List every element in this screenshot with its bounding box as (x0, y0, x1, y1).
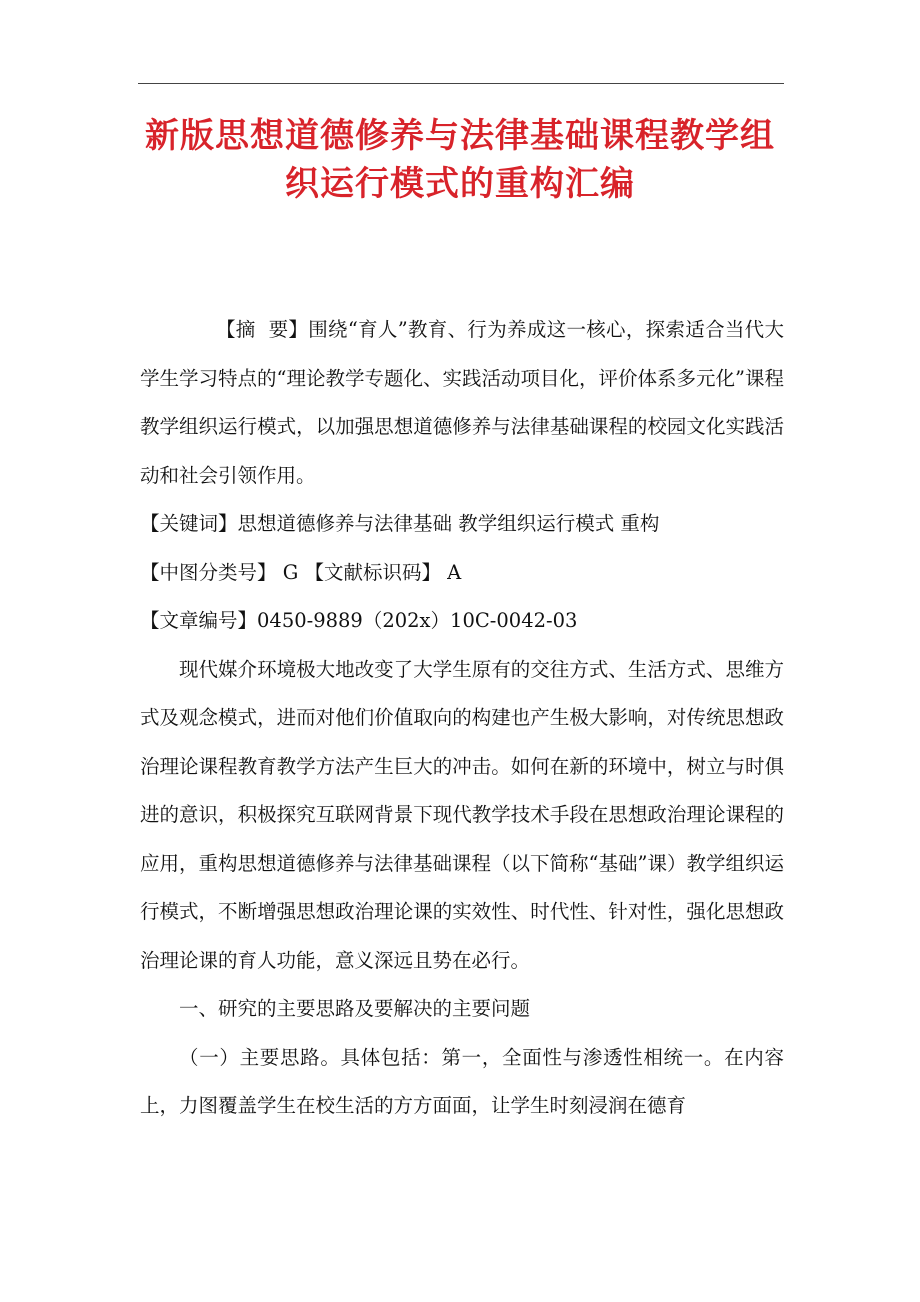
article-number-line: 【文章编号】0450-9889（202x）10C-0042-03 (140, 609, 578, 632)
keywords-line: 【关键词】思想道德修养与法律基础 教学组织运行模式 重构 (140, 512, 660, 535)
intro-paragraph: 现代媒介环境极大地改变了大学生原有的交往方式、生活方式、思维方式及观念模式，进而对他们价值取向的构建也产生极大影响，对传统思想政治理论课程教育教学方法产生巨大的冲击。如何在新的环境中，树立与时俱进的意识，积极探究互联网背景下现代教学技术手段在思想政治理论课程的应用，重构思想道德修养与法律基础课程（以下简称“基础”课）教学组织运行模式，不断增强思想政治理论课的实效性、时代性、针对性，强化思想政治理论课的育人功能，意义深远且势在必行。 (140, 657, 784, 972)
document-title (100, 112, 820, 208)
abstract-paragraph: 【摘 要】围绕“育人”教育、行为养成这一核心，探索适合当代大学生学习特点的“理论教学专题化、实践活动项目化，评价体系多元化”课程教学组织运行模式，以加强思想道德修养与法律基础课程的校园文化实践活动和社会引领作用。 (140, 318, 784, 487)
document-body (140, 306, 784, 1131)
classification-line: 【中图分类号】 G 【文献标识码】 A (140, 560, 462, 584)
header-rule (138, 83, 784, 84)
title-line-1: 新版思想道德修养与法律基础课程教学组 (145, 116, 775, 156)
section-paragraph: （一）主要思路。具体包括：第一，全面性与渗透性相统一。在内容上，力图覆盖学生在校生活的方方面面，让学生时刻浸润在德育 (140, 1045, 784, 1117)
title-line-2: 织运行模式的重构汇编 (285, 164, 635, 204)
section-heading: 一、研究的主要思路及要解决的主要问题 (179, 997, 531, 1020)
